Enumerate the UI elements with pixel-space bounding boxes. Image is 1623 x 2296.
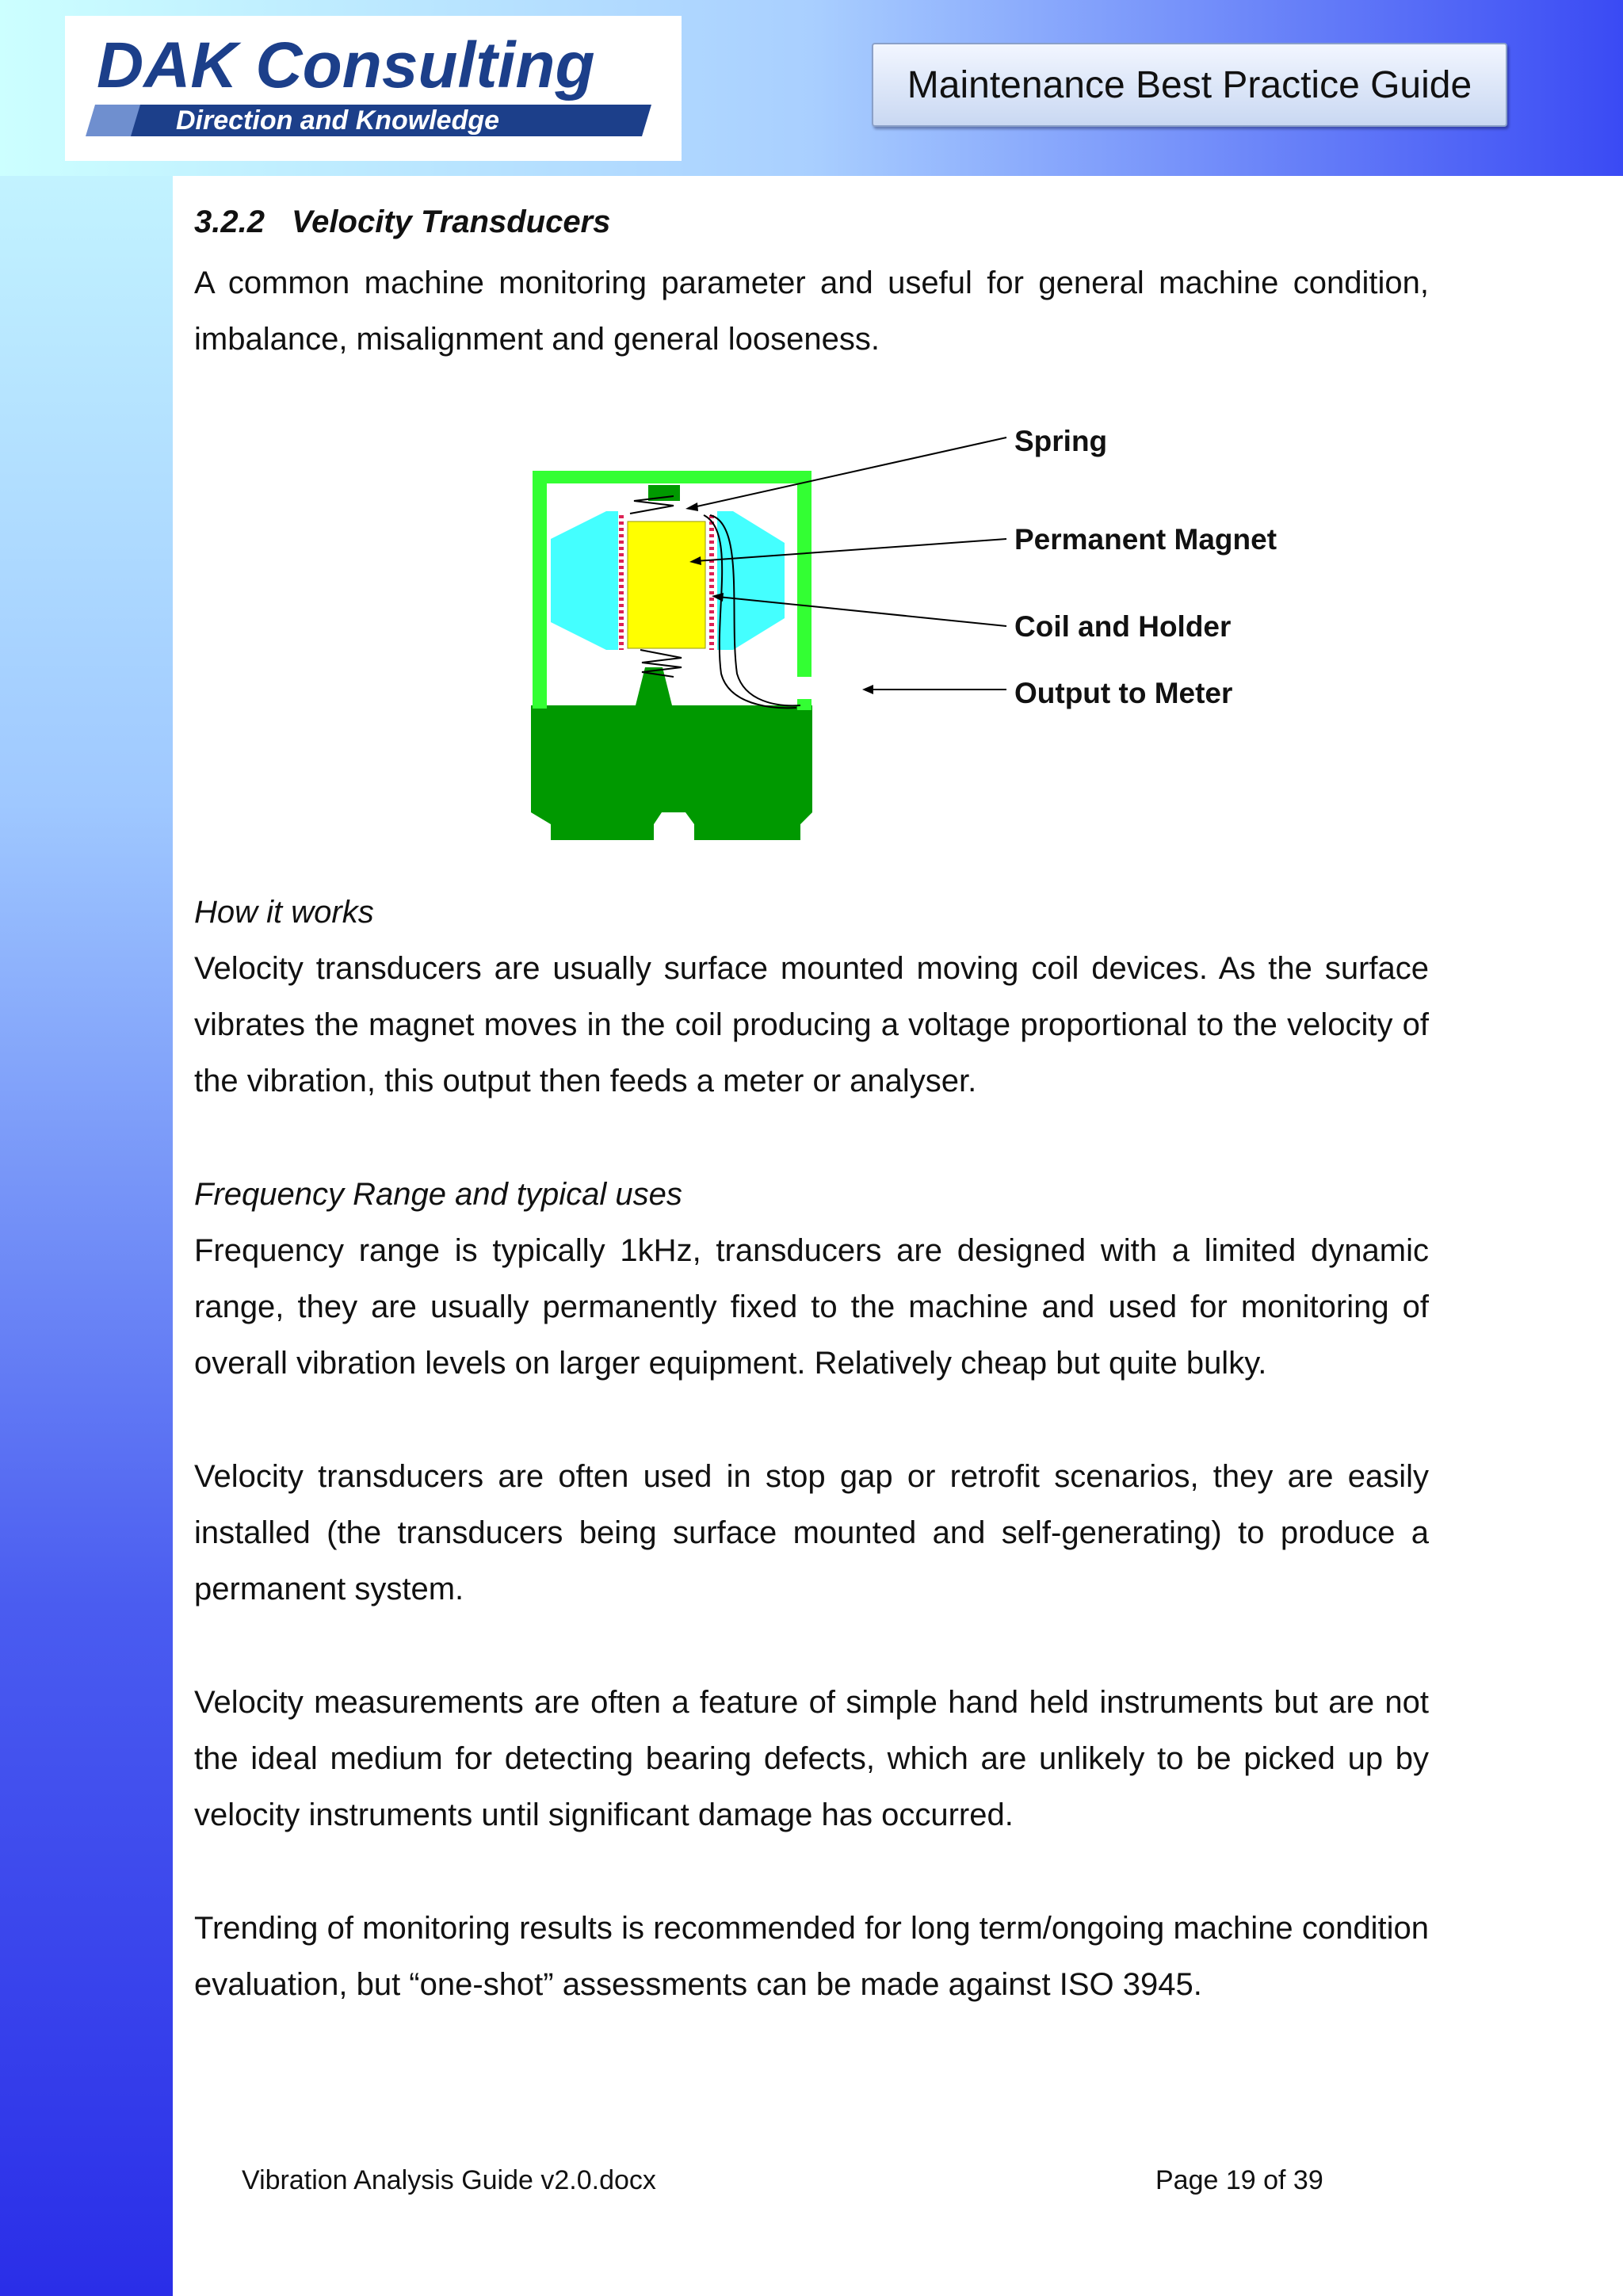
frame-right-lower xyxy=(797,699,812,710)
section-heading xyxy=(194,204,610,240)
frequency-paragraph-2: Velocity transducers are often used in stop gap or retrofit scenarios, they are easily installed (the transducers being surface mounted and self-generating) to produce a permanent system. xyxy=(194,1459,1429,1606)
section-number: 3.2.2 xyxy=(194,204,265,239)
permanent-magnet xyxy=(628,521,705,648)
footer-filename: Vibration Analysis Guide v2.0.docx xyxy=(242,2165,656,2195)
frequency-paragraph-3: Velocity measurements are often a feature of simple hand held instruments but are not the ideal medium for detecting bearing defects, which are unlikely to be picked up by velocity instruments until significant damage has occurred. xyxy=(194,1685,1429,1832)
frame-right-upper xyxy=(797,471,812,677)
logo-tagline: Direction and Knowledge xyxy=(176,105,500,136)
center-post xyxy=(636,667,672,705)
transducer-base xyxy=(531,705,812,840)
label-permanent-magnet: Permanent Magnet xyxy=(1014,523,1277,556)
label-spring: Spring xyxy=(1014,425,1108,457)
how-it-works-heading: How it works xyxy=(194,895,374,930)
label-coil-and-holder: Coil and Holder xyxy=(1014,610,1232,643)
company-logo xyxy=(65,16,682,161)
frame-top xyxy=(533,471,812,483)
guide-title-badge xyxy=(872,43,1507,127)
intro-paragraph: A common machine monitoring parameter and useful for general machine condition, imbalance, misalignment and general looseness. xyxy=(194,266,1429,357)
footer-page-number: Page 19 of 39 xyxy=(1155,2165,1323,2195)
logo-title: DAK Consulting xyxy=(97,29,595,101)
guide-title: Maintenance Best Practice Guide xyxy=(907,63,1472,106)
frame-left xyxy=(533,471,547,709)
label-output-to-meter: Output to Meter xyxy=(1014,677,1233,709)
housing-left xyxy=(551,511,618,650)
section-title: Velocity Transducers xyxy=(291,204,611,239)
frequency-paragraph-4: Trending of monitoring results is recommended for long term/ongoing machine condition evaluation, but “one-shot” assessments can be made against ISO 3945. xyxy=(194,1911,1429,2002)
how-it-works-paragraph: Velocity transducers are usually surface mounted moving coil devices. As the surface vibrates the magnet moves in the coil producing a voltage proportional to the velocity of the vibration, this output then feeds a meter or analyser. xyxy=(194,951,1429,1098)
frequency-heading: Frequency Range and typical uses xyxy=(194,1177,682,1212)
frequency-paragraph-1: Frequency range is typically 1kHz, transducers are designed with a limited dynamic range, they are usually permanently fixed to the machine and used for monitoring of overall vibration levels on larger equipment. Relatively cheap but quite bulky. xyxy=(194,1233,1429,1381)
